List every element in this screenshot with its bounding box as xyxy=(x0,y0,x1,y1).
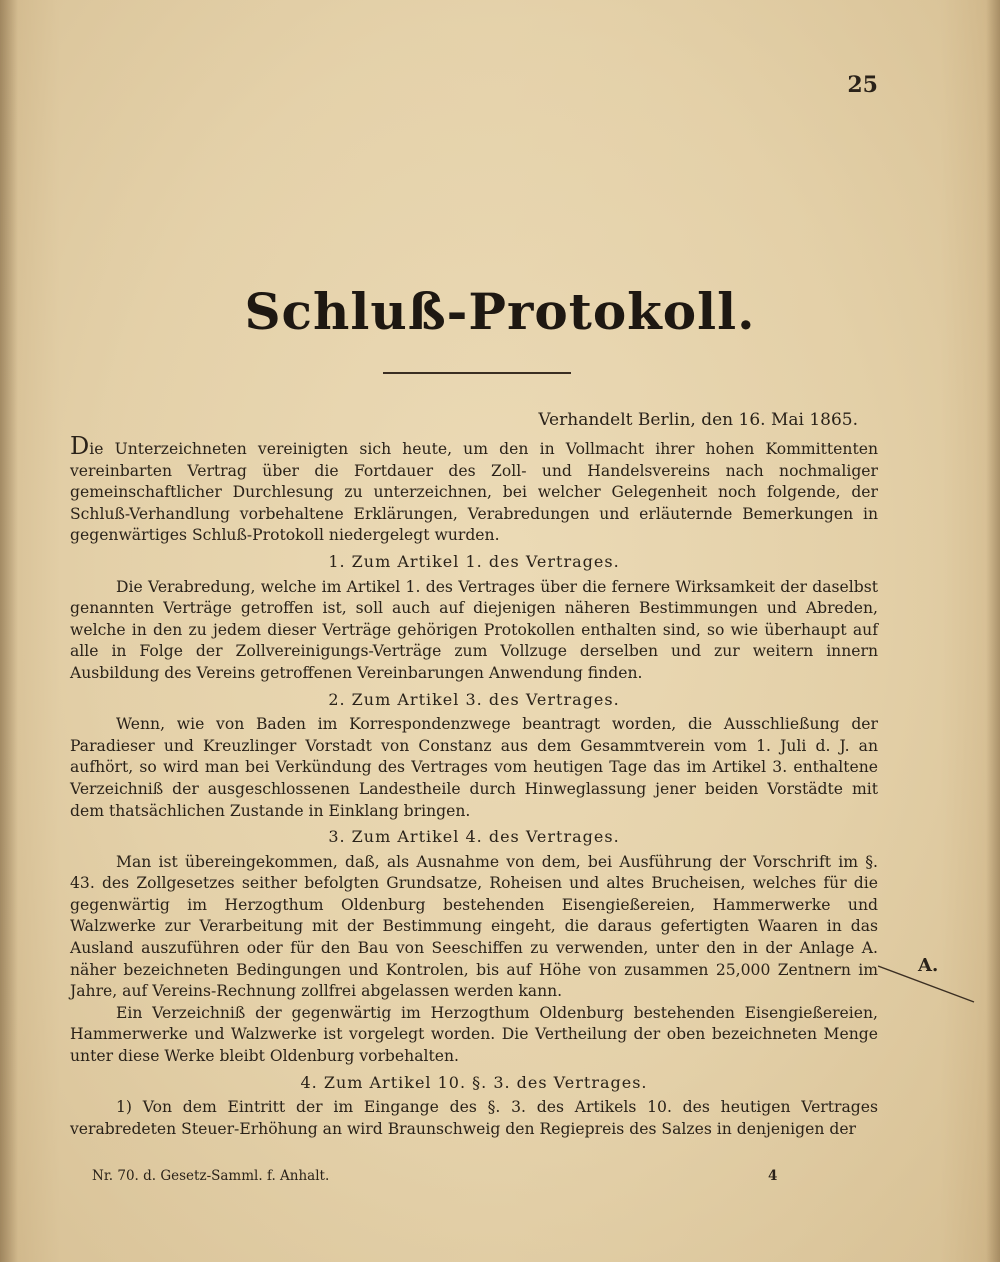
body-text xyxy=(70,432,878,1140)
section-paragraph: Die Verabredung, welche im Artikel 1. des Vertrages über die fernere Wirksamkeit der daselbst genannten Verträge getroffen ist, soll auch auf diejenigen näheren Bestimmungen und Abreden, welche in den zu jedem dieser Verträge gehörigen Protokollen enthalten sind, so wie überhaupt auf alle in Folge der Zollvereinigungs-Verträge zum Vollzuge derselben und zur weitern innern Ausbildung des Vereins getroffenen Vereinbarungen Anwendung finden. xyxy=(70,577,878,682)
page-footer xyxy=(92,1168,872,1190)
page-number: 25 xyxy=(847,72,878,98)
title-rule xyxy=(383,372,571,374)
dateline: Verhandelt Berlin, den 16. Mai 1865. xyxy=(538,410,858,430)
section-heading: 1. Zum Artikel 1. des Vertrages. xyxy=(328,551,620,571)
page-edge-shadow-right xyxy=(986,0,1000,1262)
section-heading: 4. Zum Artikel 10. §. 3. des Vertrages. xyxy=(300,1072,648,1092)
section-paragraph: 1) Von dem Eintritt der im Eingange des §. 3. des Artikels 10. des heutigen Vertrages verabredeten Steuer-Erhöhung an wird Braunschweig den Regiepreis des Salzes in denjenigen der xyxy=(70,1098,878,1138)
footer-signature-mark: 4 xyxy=(768,1168,778,1184)
section-paragraph: Wenn, wie von Baden im Korrespondenzwege beantragt worden, die Ausschließung der Paradieser und Kreuzlinger Vorstadt von Constanz aus dem Gesammtverein vom 1. Juli d. J. an aufhört, so wird man bei Verkündung des Vertrages vom heutigen Tage das im Artikel 3. enthaltene Verzeichniß der ausgeschlossenen Landestheile durch Hinweglassung jener beiden Vorstädte mit dem thatsächlichen Zustande in Einklang bringen. xyxy=(70,715,878,820)
section-heading: 2. Zum Artikel 3. des Vertrages. xyxy=(328,689,620,709)
section-heading: 3. Zum Artikel 4. des Vertrages. xyxy=(328,827,620,847)
margin-reference: A. xyxy=(918,955,939,976)
section-paragraph: Ein Verzeichniß der gegenwärtig im Herzogthum Oldenburg bestehenden Eisengießereien, Hammerwerke und Walzwerke ist vorgelegt worden. Die Vertheilung der oben bezeichneten Menge unter diese Werke bleibt Oldenburg vorbehalten. xyxy=(70,1003,878,1066)
intro-paragraph: Die Unterzeichneten vereinigten sich heute, um den in Vollmacht ihrer hohen Kommittenten vereinbarten Vertrag über die Fortdauer des Zoll- und Handelsvereins nach nochmaliger gemeinschaftlicher Durchlesung zu unterzeichnen, bei welcher Gelegenheit noch folgende, der Schluß-Verhandlung vorbehaltene Erklärungen, Verabredungen und erläuternde Bemerkungen in gegenwärtiges Schluß-Protokoll niedergelegt wurden. xyxy=(70,432,878,545)
footer-citation: Nr. 70. d. Gesetz-Samml. f. Anhalt. xyxy=(92,1168,330,1184)
document-title: Schluß-Protokoll. xyxy=(244,282,756,341)
page-edge-shadow-left xyxy=(0,0,18,1262)
section-paragraph: Man ist übereingekommen, daß, als Ausnahme von dem, bei Ausführung der Vorschrift im §. 43. des Zollgesetzes seither befolgten Grundsatze, Roheisen und altes Brucheisen, welches für die gegenwärtig im Herzogthum Oldenburg bestehenden Eisengießereien, Hammerwerke und Walzwerke zur Verarbeitung mit der Bestimmung eingeht, die daraus gefertigten Waaren in das Ausland auszuführen oder für den Bau von Seeschiffen zu verwenden, unter den in der Anlage A. näher bezeichneten Bedingungen und Kontrolen, bis auf Höhe von zusammen 25,000 Zentnern im Jahre, auf Vereins-Rechnung zollfrei abgelassen werden kann. xyxy=(70,852,878,1001)
